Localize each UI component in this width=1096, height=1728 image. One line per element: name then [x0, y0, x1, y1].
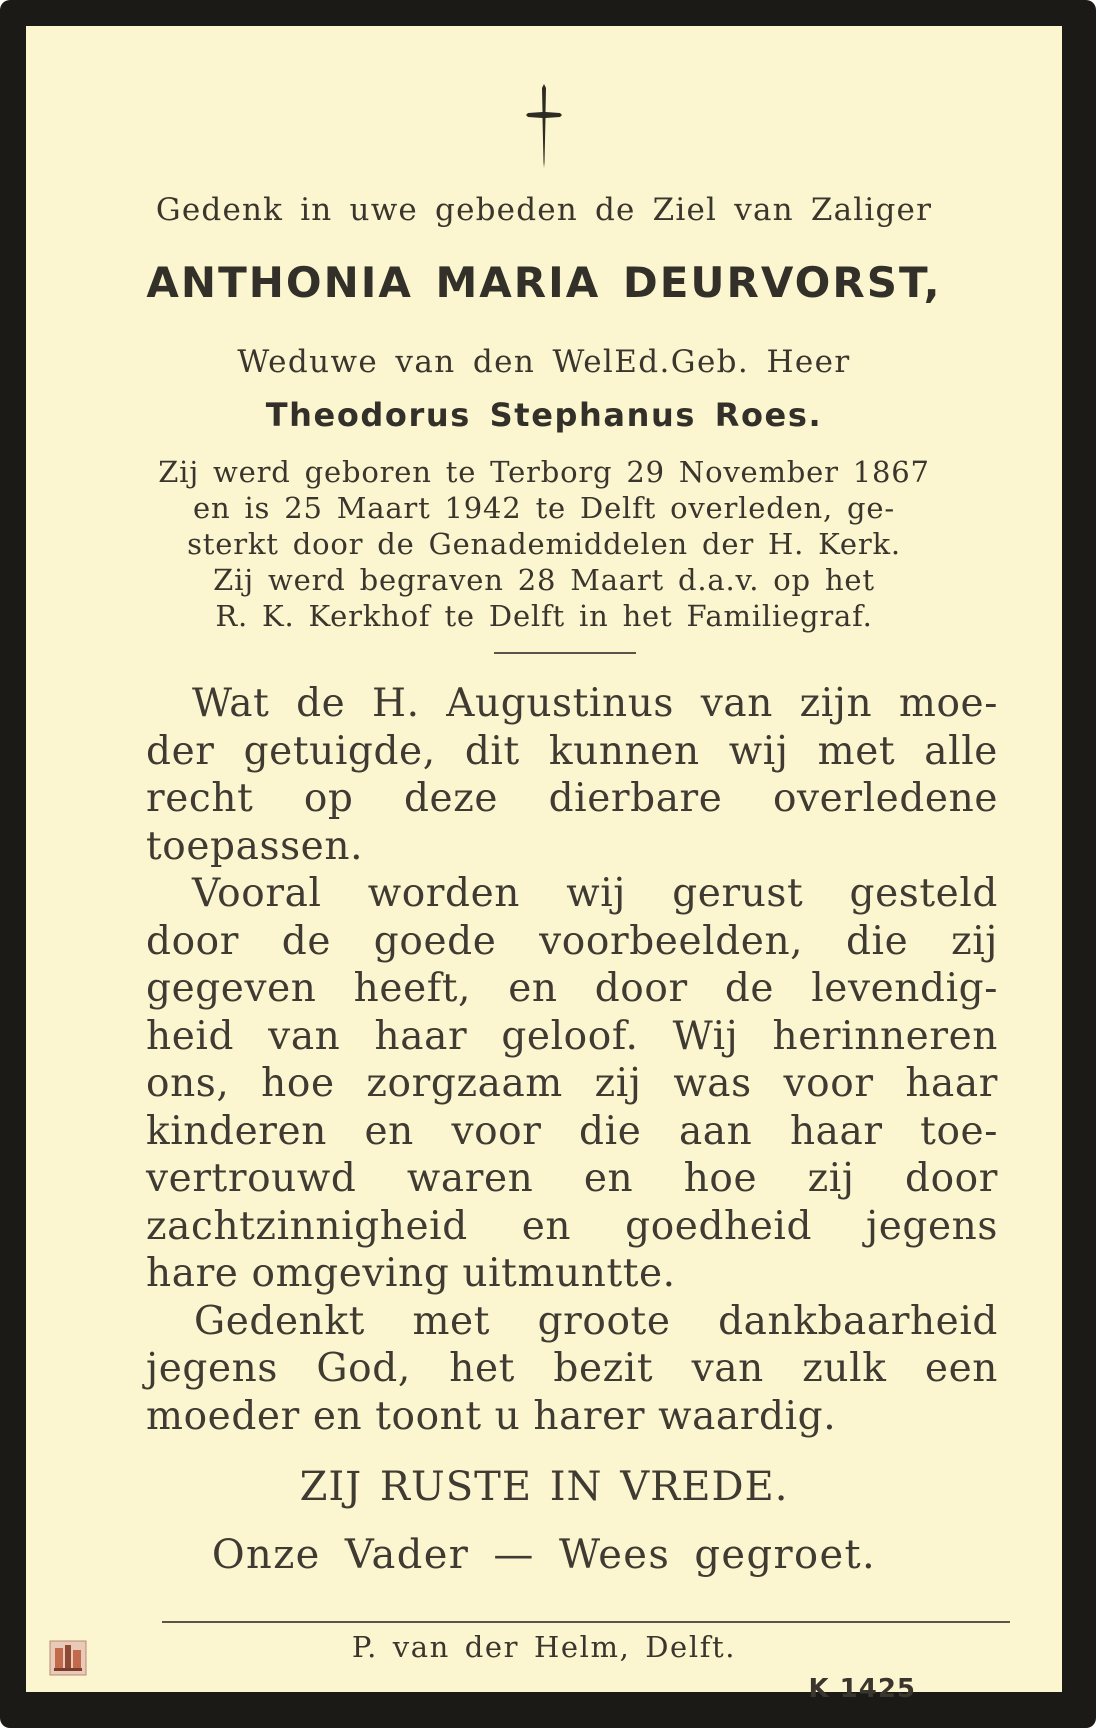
short-divider [494, 652, 636, 654]
latin-cross-icon [524, 82, 564, 170]
printer-line: P. van der Helm, Delft. [351, 1630, 737, 1664]
body-line: vertrouwd waren en hoe zij door [146, 1156, 998, 1201]
intro-line: Gedenk in uwe gebeden de Ziel van Zaliger [155, 192, 933, 228]
deceased-name: ANTHONIA MARIA DEURVORST, [146, 258, 942, 307]
body-line: recht op deze dierbare overledene [146, 776, 998, 821]
body-line: gegeven heeft, en door de levendig- [146, 966, 998, 1011]
catalog-number: K 1425 [808, 1674, 916, 1704]
body-line: der getuigde, dit kunnen wij met alle [146, 728, 998, 774]
body-line: door de goede voorbeelden, die zij [146, 918, 998, 964]
body-line: hare omgeving uitmuntte. [146, 1251, 676, 1296]
body-line: jegens God, het bezit van zulk een [146, 1346, 998, 1391]
archive-logo-icon [49, 1640, 87, 1676]
memorial-text [146, 680, 998, 1440]
bio-line: en is 25 Maart 1942 te Delft overleden, ge- [193, 491, 895, 525]
rest-in-peace: ZIJ RUSTE IN VREDE. [299, 1464, 789, 1510]
footer-divider [162, 1621, 1010, 1623]
body-line: Vooral worden wij gerust gesteld [192, 871, 998, 916]
body-line: kinderen en voor die aan haar toe- [146, 1108, 998, 1154]
body-line: heid van haar geloof. Wij herinneren [146, 1013, 998, 1059]
body-line: ons, hoe zorgzaam zij was voor haar [146, 1061, 998, 1106]
body-line: Wat de H. Augustinus van zijn moe- [192, 681, 998, 726]
bio-line: Zij werd begraven 28 Maart d.a.v. op het [213, 563, 875, 597]
body-line: zachtzinnigheid en goedheid jegens [146, 1203, 998, 1249]
bio-line: Zij werd geboren te Terborg 29 November 1867 [158, 455, 930, 489]
widow-of-line: Weduwe van den WelEd.Geb. Heer [237, 344, 851, 380]
prayers-line: Onze Vader — Wees gegroet. [211, 1532, 877, 1578]
body-line: Gedenkt met groote dankbaarheid [194, 1298, 998, 1344]
body-line: toepassen. [146, 823, 364, 869]
body-line: moeder en toont u harer waardig. [146, 1393, 837, 1439]
husband-name: Theodorus Stephanus Roes. [265, 396, 823, 434]
biography-block [26, 454, 1062, 634]
bio-line: R. K. Kerkhof te Delft in het Familiegraf. [215, 599, 873, 633]
card-paper [26, 26, 1062, 1704]
bio-line: sterkt door de Genademiddelen der H. Kerk. [187, 527, 901, 561]
